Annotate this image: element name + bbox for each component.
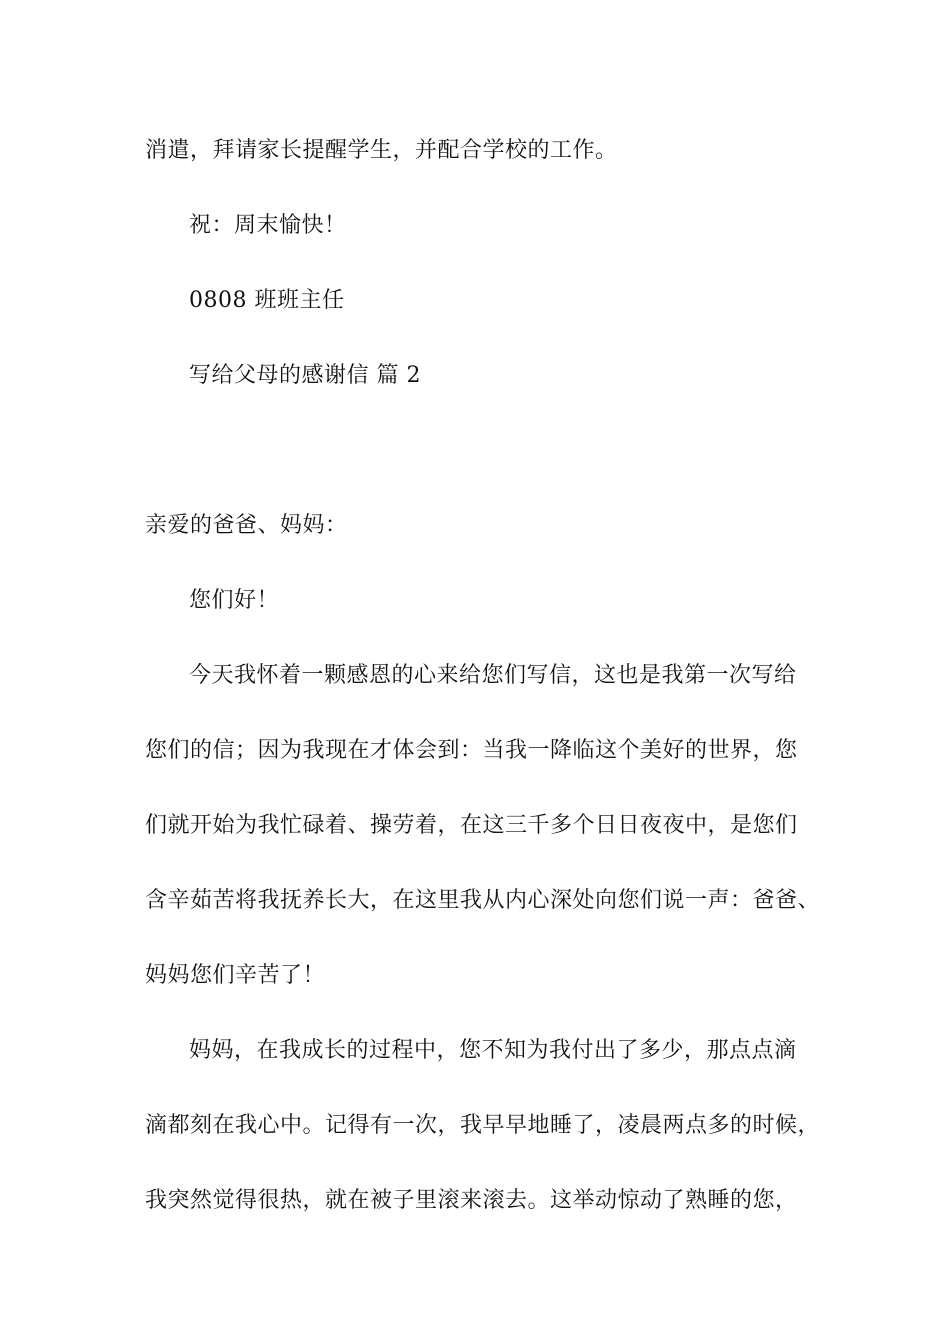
salutation: 亲爱的爸爸、妈妈： — [145, 513, 348, 538]
body-text-line: 今天我怀着一颗感恩的心来给您们写信，这也是我第一次写给 — [189, 663, 797, 688]
section-heading: 写给父母的感谢信 篇 2 — [189, 363, 421, 388]
body-text-line: 妈妈您们辛苦了！ — [145, 963, 326, 988]
body-text-line: 消遣，拜请家长提醒学生，并配合学校的工作。 — [145, 138, 618, 163]
greeting: 您们好！ — [189, 588, 280, 613]
body-text-line: 您们的信；因为我现在才体会到：当我一降临这个美好的世界，您 — [145, 738, 798, 763]
closing-wish: 祝：周末愉快！ — [189, 213, 347, 238]
body-text-line: 含辛茹苦将我抚养长大，在这里我从内心深处向您们说一声：爸爸、 — [145, 888, 821, 913]
body-text-line: 我突然觉得很热，就在被子里滚来滚去。这举动惊动了熟睡的您， — [145, 1188, 798, 1213]
body-text-line: 滴都刻在我心中。记得有一次，我早早地睡了，凌晨两点多的时候， — [145, 1113, 821, 1138]
body-text-line: 妈妈，在我成长的过程中，您不知为我付出了多少，那点点滴 — [189, 1038, 797, 1063]
body-text-line: 们就开始为我忙碌着、操劳着，在这三千多个日日夜夜中，是您们 — [145, 813, 798, 838]
signature: 0808 班班主任 — [189, 288, 345, 313]
